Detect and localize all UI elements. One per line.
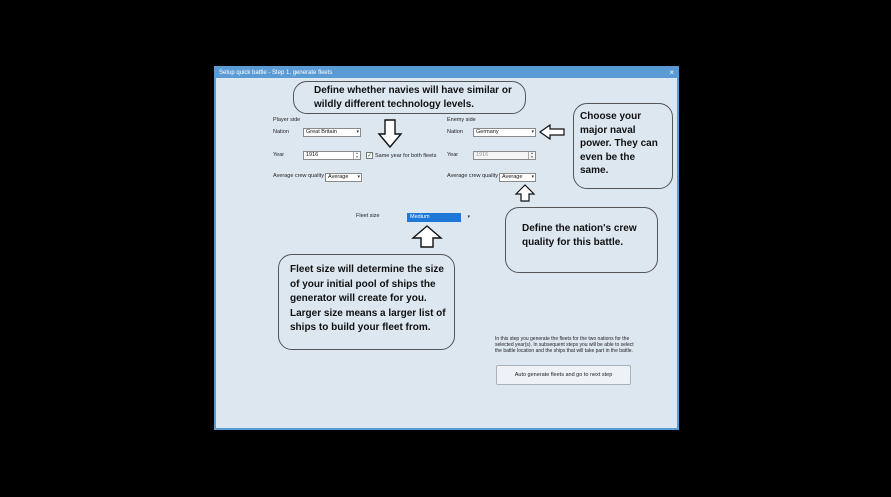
enemy-nation-label: Nation bbox=[447, 129, 463, 135]
chevron-down-icon: ▾ bbox=[531, 174, 534, 180]
spinner-arrows-icon[interactable]: ▲ ▼ bbox=[353, 152, 360, 159]
enemy-year-label: Year bbox=[447, 152, 459, 158]
enemy-nation-value: Germany bbox=[476, 129, 499, 135]
spinner-arrows-icon[interactable]: ▲ ▼ bbox=[528, 152, 535, 159]
arrow-up-icon bbox=[516, 185, 534, 201]
player-crew-value: Average bbox=[328, 174, 349, 180]
enemy-crew-label: Average crew quality bbox=[447, 173, 498, 179]
auto-generate-button[interactable]: Auto generate fleets and go to next step bbox=[496, 365, 631, 385]
callout-fleet-size: Fleet size will determine the size of your initial pool of ships the generator will create for you. Larger size means a larger list of ships to build your fleet from. bbox=[278, 254, 455, 350]
enemy-side-heading: Enemy side bbox=[447, 117, 476, 123]
window-title: Setup quick battle - Step 1, generate fleets bbox=[219, 70, 333, 76]
callout-nation: Choose your major naval power. They can even be the same. bbox=[573, 103, 673, 189]
same-year-label: Same year for both fleets bbox=[375, 153, 437, 159]
player-crew-label: Average crew quality bbox=[273, 173, 324, 179]
fleet-size-value: Medium bbox=[410, 214, 430, 220]
arrow-up-icon bbox=[413, 226, 441, 247]
chevron-down-icon: ▾ bbox=[356, 129, 359, 135]
player-nation-label: Nation bbox=[273, 129, 289, 135]
callout-crew-quality: Define the nation's crew quality for this battle. bbox=[505, 207, 658, 273]
close-icon[interactable]: × bbox=[669, 68, 674, 77]
fleet-size-label: Fleet size bbox=[356, 213, 380, 219]
player-year-label: Year bbox=[273, 152, 285, 158]
arrow-left-icon bbox=[540, 125, 564, 139]
player-nation-value: Great Britain bbox=[306, 129, 337, 135]
enemy-crew-value: Average bbox=[502, 174, 523, 180]
step-info-text: In this step you generate the fleets for the two nations for the selected year(s). In subsequent steps you will be able to select the battle location and the ships that will take part in the battle. bbox=[495, 336, 634, 354]
callout-tech-levels: Define whether navies will have similar or wildly different technology levels. bbox=[293, 81, 526, 114]
enemy-year-value: 1916 bbox=[476, 152, 489, 158]
player-side-heading: Player side bbox=[273, 117, 301, 123]
check-icon: ✓ bbox=[367, 153, 373, 159]
player-year-value: 1916 bbox=[306, 152, 319, 158]
chevron-down-icon: ▾ bbox=[467, 214, 470, 220]
arrow-down-icon bbox=[379, 120, 401, 147]
chevron-down-icon: ▾ bbox=[357, 174, 360, 180]
chevron-down-icon: ▾ bbox=[531, 129, 534, 135]
